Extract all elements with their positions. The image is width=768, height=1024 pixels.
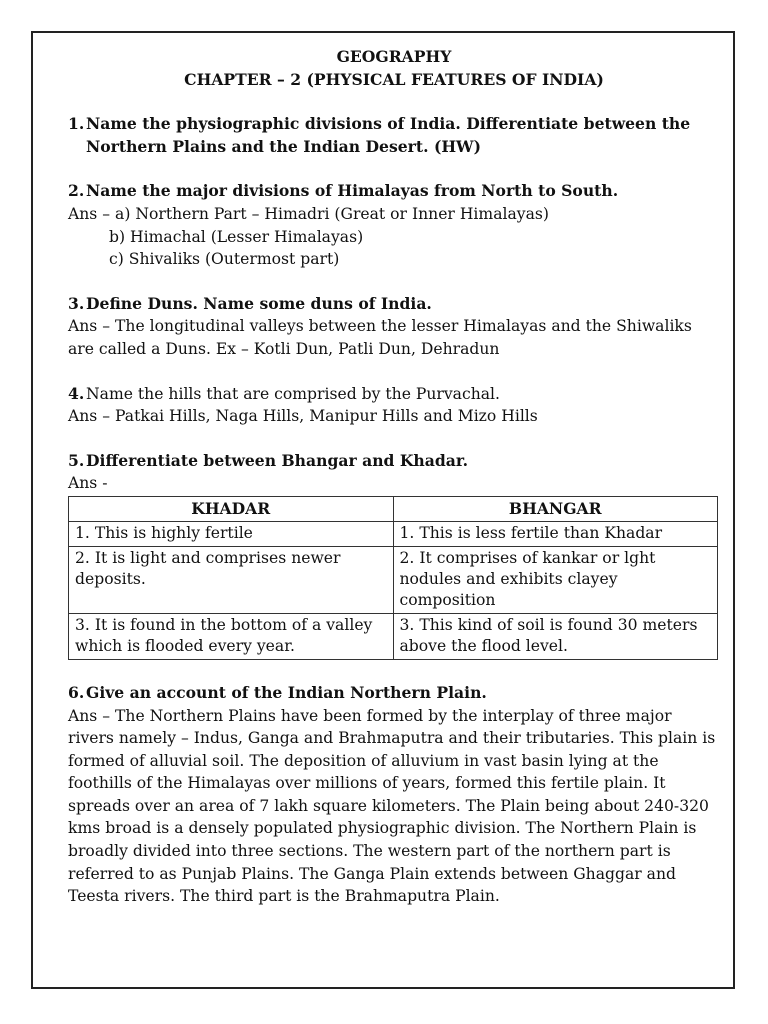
table-row <box>69 613 718 659</box>
answer-text: are called a Duns. Ex – Kotli Dun, Patli Dun, Dehradun <box>68 339 500 358</box>
answer-text: foothills of the Himalayas over millions of years, formed this fertile plain. It <box>68 774 666 793</box>
answer-text: kms broad is a densely populated physiographic division. The Northern Plain is <box>68 819 697 838</box>
chapter-title: CHAPTER – 2 (PHYSICAL FEATURES OF INDIA) <box>184 69 604 89</box>
table-header-row <box>69 496 718 521</box>
question-1 <box>68 113 720 158</box>
answer-text: broadly divided into three sections. The western part of the northern part is <box>68 842 671 861</box>
question-text: Define Duns. Name some duns of India. <box>86 293 432 313</box>
answer-label: Ans - <box>68 474 108 493</box>
subject-title: GEOGRAPHY <box>336 47 452 66</box>
question-number: 4. <box>68 383 85 403</box>
table-cell: 1. This is less fertile than Khadar <box>393 521 718 546</box>
worksheet-content <box>68 46 720 908</box>
answer-text: Ans – a) Northern Part – Himadri (Great or Inner Himalayas) <box>68 204 549 223</box>
answer-text: Ans – Patkai Hills, Naga Hills, Manipur Hills and Mizo Hills <box>68 407 538 426</box>
question-3 <box>68 293 720 316</box>
question-text: Northern Plains and the Indian Desert. (HW) <box>86 136 481 156</box>
question-5 <box>68 450 720 473</box>
table-cell: 1. This is highly fertile <box>69 521 394 546</box>
answer-text: formed of alluvial soil. The deposition of alluvium in vast basin lying at the <box>68 751 659 770</box>
answer-text: c) Shivaliks (Outermost part) <box>109 250 340 269</box>
question-text: Give an account of the Indian Northern Plain. <box>86 682 487 702</box>
table-row <box>69 546 718 613</box>
table-row <box>69 521 718 546</box>
question-2 <box>68 180 720 203</box>
question-text: Name the hills that are comprised by the Purvachal. <box>86 384 500 403</box>
question-number: 3. <box>68 293 85 313</box>
question-number: 2. <box>68 181 85 201</box>
table-cell: 3. It is found in the bottom of a valley which is flooded every year. <box>69 613 394 659</box>
answer-text: Ans – The Northern Plains have been formed by the interplay of three major <box>68 706 672 725</box>
table-cell: 3. This kind of soil is found 30 meters above the flood level. <box>393 613 718 659</box>
table-header-cell: BHANGAR <box>393 496 718 521</box>
answer-text: spreads over an area of 7 lakh square kilometers. The Plain being about 240-320 <box>68 796 709 815</box>
question-4 <box>68 383 720 406</box>
answer-text: Teesta rivers. The third part is the Brahmaputra Plain. <box>68 887 500 906</box>
question-text: Differentiate between Bhangar and Khadar. <box>86 450 469 470</box>
table-header-cell: KHADAR <box>69 496 394 521</box>
question-6 <box>68 682 720 705</box>
question-number: 6. <box>68 682 85 702</box>
table-cell: 2. It comprises of kankar or lght nodules and exhibits clayey composition <box>393 546 718 613</box>
table-cell: 2. It is light and comprises newer deposits. <box>69 546 394 613</box>
answer-text: b) Himachal (Lesser Himalayas) <box>109 227 364 246</box>
answer-text: referred to as Punjab Plains. The Ganga Plain extends between Ghaggar and <box>68 864 676 883</box>
answer-text: Ans – The longitudinal valleys between the lesser Himalayas and the Shiwaliks <box>68 317 692 336</box>
question-text: Name the major divisions of Himalayas from North to South. <box>86 181 619 201</box>
answer-text: rivers namely – Indus, Ganga and Brahmaputra and their tributaries. This plain is <box>68 729 716 748</box>
khadar-bhangar-table <box>68 496 718 660</box>
question-number: 1. <box>68 114 85 134</box>
question-text: Name the physiographic divisions of India. Differentiate between the <box>86 114 691 134</box>
question-number: 5. <box>68 450 85 470</box>
